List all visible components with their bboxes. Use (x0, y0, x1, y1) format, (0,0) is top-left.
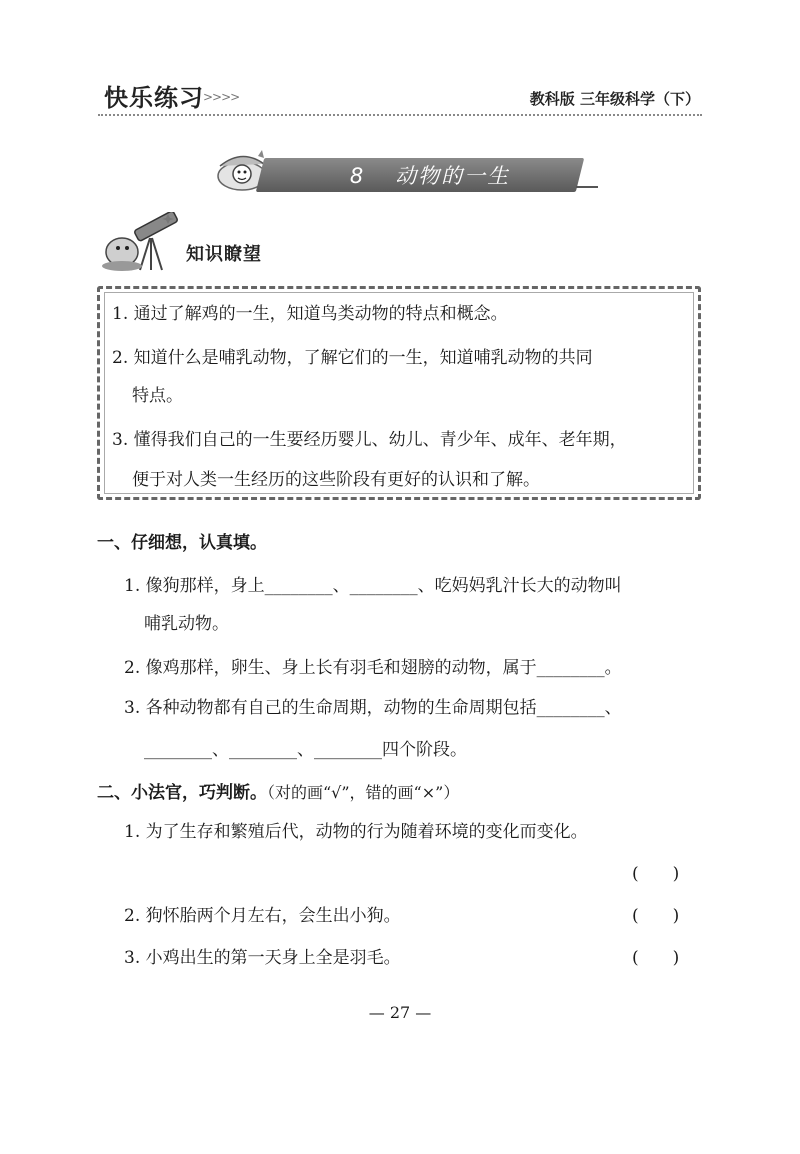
judge-question-3: 3. 小鸡出生的第一天身上全是羽毛。 (124, 948, 401, 968)
section2-title (97, 778, 459, 803)
judge-answer-2[interactable]: ( ) (632, 906, 680, 926)
judge-question-1: 1. 为了生存和繁殖后代，动物的行为随着环境的变化而变化。 (124, 822, 588, 842)
page-number: — 27 — (368, 1003, 432, 1022)
fill-question-1: 1. 像狗那样，身上________、________、吃妈妈乳汁长大的动物叫 (124, 576, 622, 596)
series-title: 快乐练习 (104, 84, 204, 112)
objective-1: 1. 通过了解鸡的一生，知道鸟类动物的特点和概念。 (112, 304, 508, 324)
lesson-name: 动物的一生 (395, 164, 511, 188)
book-info: 教科版 三年级科学（下） (529, 90, 700, 108)
telescope-icon (100, 212, 186, 274)
banner-underline (576, 186, 598, 188)
fill-question-3-continued: ________、________、________四个阶段。 (144, 740, 467, 760)
section2-instruction: （对的画“√”，错的画“×”） (267, 783, 460, 802)
lesson-title (300, 160, 560, 190)
section2-heading: 二、小法官，巧判断。 (97, 783, 267, 803)
objective-2-continued: 特点。 (132, 386, 183, 406)
judge-question-2: 2. 狗怀胎两个月左右，会生出小狗。 (124, 906, 401, 926)
fill-question-2: 2. 像鸡那样，卵生、身上长有羽毛和翅膀的动物，属于________。 (124, 658, 622, 678)
fill-question-3: 3. 各种动物都有自己的生命周期，动物的生命周期包括________、 (124, 698, 622, 718)
judge-answer-1[interactable]: ( ) (632, 864, 680, 884)
chevrons-icon: >>>> (203, 90, 240, 104)
judge-answer-3[interactable]: ( ) (632, 948, 680, 968)
header-divider (98, 114, 702, 116)
knowledge-section-title: 知识瞭望 (186, 244, 262, 265)
lesson-number: 8 (349, 164, 366, 188)
section1-title: 一、仔细想，认真填。 (97, 533, 267, 553)
fill-question-1-continued: 哺乳动物。 (144, 614, 229, 634)
objective-3: 3. 懂得我们自己的一生要经历婴儿、幼儿、青少年、成年、老年期， (112, 430, 627, 450)
objective-2: 2. 知道什么是哺乳动物，了解它们的一生，知道哺乳动物的共同 (112, 348, 593, 368)
objective-3-continued: 便于对人类一生经历的这些阶段有更好的认识和了解。 (132, 470, 540, 490)
